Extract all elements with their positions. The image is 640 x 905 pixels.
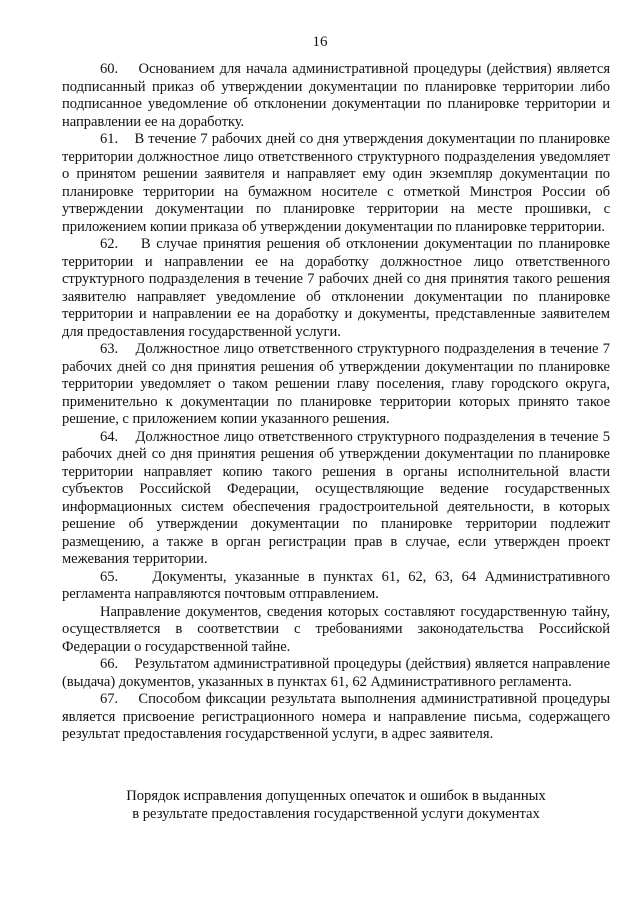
section-heading-line-1: Порядок исправления допущенных опечаток и ошибок в выданных xyxy=(126,788,546,804)
section-heading-line-2: в результате предоставления государственной услуги документах xyxy=(132,806,540,822)
paragraph-65: 65. Документы, указанные в пунктах 61, 62, 63, 64 Административного регламента направляются почтовым отправлением. xyxy=(62,568,610,602)
page-number: 16 xyxy=(312,34,328,50)
document-body xyxy=(62,61,610,744)
paragraph-65-continued: Направление документов, сведения которых составляют государственную тайну, осуществляется в соответствии с требованиями законодательства Российской Федерации о государственной тайне. xyxy=(62,603,610,655)
paragraph-63: 63. Должностное лицо ответственного структурного подразделения в течение 7 рабочих дней со дня принятия решения об утверждении документации по планировке территории уведомляет о таком решении главу поселения, главу городского округа, применительно к документации по планировке территории которых принято такое решение, с приложением копии указанного решения. xyxy=(62,341,610,427)
section-heading xyxy=(62,787,610,823)
paragraph-62: 62. В случае принятия решения об отклонении документации по планировке территории и направлении ее на доработку должностное лицо ответственного структурного подразделения в течение 7 рабочих дней со дня принятия такого решения заявителю направляет уведомление об отклонении документации по планировке территории и направлении ее на доработку и документы, представленные заявителем для предоставления государственной услуги. xyxy=(62,236,610,340)
paragraph-67: 67. Способом фиксации результата выполнения административной процедуры является присвоение регистрационного номера и направление письма, содержащего результат предоставления государственной услуги, в адрес заявителя. xyxy=(62,691,610,742)
paragraph-61: 61. В течение 7 рабочих дней со дня утверждения документации по планировке территории должностное лицо ответственного структурного подразделения уведомляет о принятом решении заявителя и направляет ему один экземпляр документации по планировке территории на бумажном носителе с отметкой Минстроя России об утверждении документации по планировке территории на месте прошивки, с приложением копии приказа об утверждении документации по планировке территории. xyxy=(62,131,610,235)
paragraph-60: 60. Основанием для начала административной процедуры (действия) является подписанный приказ об утверждении документации по планировке территории либо подписанное уведомление об отклонении документации по планировке территории и направлении ее на доработку. xyxy=(62,61,610,130)
paragraph-64: 64. Должностное лицо ответственного структурного подразделения в течение 5 рабочих дней со дня принятия решения об утверждении документации по планировке территории направляет копию такого решения в органы исполнительной власти субъектов Российской Федерации, осуществляющие ведение государственных информационных систем обеспечения градостроительной деятельности, в которых решение об утверждении документации по планировке территории подлежит размещению, а также в орган регистрации прав в случае, если утвержден проект межевания территории. xyxy=(62,428,610,567)
paragraph-66: 66. Результатом административной процедуры (действия) является направление (выдача) документов, указанных в пунктах 61, 62 Административного регламента. xyxy=(62,656,610,690)
